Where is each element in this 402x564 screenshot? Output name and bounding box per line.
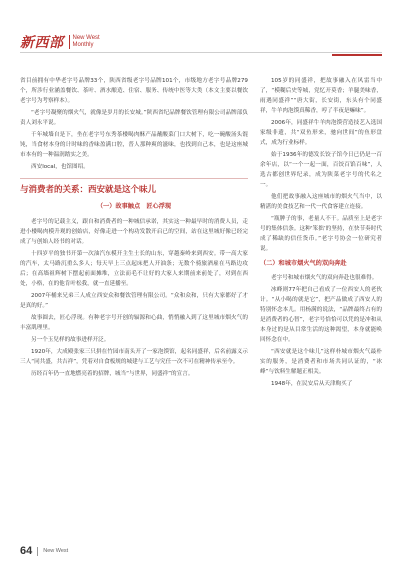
body-paragraph: 2007年桶来兄弟三人成立西安众和餐饮管理有限公司。“众和众和，只有大家都好了才是真的好。” (20, 293, 248, 309)
body-paragraph: 105岁的同盛祥，把故事融入在风雷当中了，“模糊后史等城，党忆开莫香；羊腿美味香，雨遇同盛祥”“唐大街，长安街，东头有个同盛祥，牛羊肉泡馍真稀香，哼了半夜是嘛味”。 (260, 78, 382, 114)
logo-english-line-2: Monthly (72, 42, 94, 48)
body-paragraph: 1948年，在民安后从天津购买了 (271, 381, 353, 387)
header-accent-rule (332, 54, 382, 56)
magazine-logo (20, 32, 100, 52)
right-column (260, 76, 382, 391)
subsection-heading: （二）和城市烟火气的双向奔赴 (260, 260, 347, 267)
body-paragraph: 另一个玉兒样的故事进样开泛。 (31, 337, 110, 343)
body-paragraph: “瓶脾子的事，老量人不干。品质至上是老字号的集体信条。这种‘笨拙’的坚持，在快节奏时代成了稀缺的信任货币。”老字号协会一位研究者说。 (260, 216, 382, 252)
logo-english (69, 35, 100, 49)
body-paragraph: 老字号的记载主义，跟自和消费者的一种城信承诺，其实这一种最早时的消费人员，走进小楼喝肉模升观的创始店，好像走进一个构功发散开启已的空间，站在这里城好像已经完成了与创始人经书的对话。 (20, 219, 248, 245)
body-paragraph: 历经百年仍一直地燃亮着的招牌，城当“与世界，同盛祥”的宣言。 (31, 371, 194, 377)
page-number: 64 (20, 545, 33, 557)
body-paragraph: 十四岁平的独书开第一次油汽东模开主生士长的山东，穿越秦岭来到西安。带一高大家的汽车，太马路沉重么多人；每天早上三点起床把人开油条；无数个骑旅酒雇在马路边攻后；在高墙祖辉树下摆起前面摊堆，立法而毛不让好的大家人来期前来前处了，对到在西处，小格，在的他肯叶松我，就一直延播至。 (20, 251, 248, 287)
body-paragraph: “老字号凝聚的烟火气，就像是岁月的长安城。”陕西省纪品牌餐饮管理有限公司品牌部负责人刘永平说。 (20, 110, 248, 126)
logo-chinese: 新西部 (20, 35, 64, 51)
page-header (20, 32, 382, 52)
body-paragraph: 省目前拥有中华老字号品牌33个，陕西省级老字号品牌101个，市级地方老字号品牌279个，所涉行业涵盖餐饮、茶叶、酒水酿造、住宿、服务、传统中医等大类（本文主要以餐饮老字号为考察样本）。 (20, 78, 248, 104)
body-paragraph: 1920年，大成殿张家三只拼在竹园市南头开了一家泡馍馆，起名同盛祥，后名前露义示三人“同共盛，共吉祥”，凭着对自食板规的城建与工艺与究任一次不可在精神传承至今。 (20, 349, 248, 365)
logo-english-line-1: New West (72, 35, 100, 41)
body-paragraph: 老字号和城市烟火气的双向奔赴也很难得。 (271, 275, 378, 281)
page-footer (20, 545, 382, 557)
section-heading: 与消费者的关系：西安就是这个味儿 (20, 178, 248, 197)
body-paragraph: 西安local，也馆图绍。 (31, 164, 89, 170)
footer-divider (37, 547, 38, 556)
body-paragraph: “西安就是这个味儿”这样朴城市烟火气最朴实的服务，是消费者和市场共同认证的，“冰峰”与饮料生解题正相关。 (260, 349, 382, 375)
header-divider (20, 52, 382, 53)
body-paragraph: 故事圆去，匠心浮现。有种老字号开创的辐源和心曲，悄悄融入到了这里城市烟火气的丰富肌理里。 (20, 315, 248, 331)
body-paragraph: 2006年，同盛祥牛羊肉泡馍营造技艺入选国家级非遗，共“双鱼形来，驰向世间”的鱼形盘式，成为行业标样。 (260, 120, 382, 146)
left-column (20, 76, 248, 381)
subsection-heading: （一）故事触点 匠心浮现 (96, 203, 172, 210)
footer-publication: New West (43, 548, 69, 554)
body-paragraph: 千年城墙自是下，坐在老字号东秀茶楼喝肉酥产品蘸酸菜门口大树下，吃一碗酸汤头馄饨，当食材本身的计时味的香味盈满口腔，普人那种爽的滋味，也找到自己本，也是这座城市本有的一种温润踏实之美。 (20, 132, 248, 158)
body-paragraph: 冰峰则77年把自己看成了一位西安人的老伙计。“从小喝的就是它”，把产品做成了西安人的特别怀念本儿。用杨满的说法，“品牌最终占有的是消费者的心智”，老字号恰恰可以凭的是冲和从本身过的是从目常生活的这种渴望，本身就能唤回怀念在中。 (260, 287, 382, 343)
body-paragraph: 始于1936年的德发长饺子馆今日已仍是一百余年店，以“一个一起一面，百饺百馅百味”，人选古都创世界纪录，成为陕菜老字号的代名之一。 (260, 152, 382, 188)
body-paragraph: 他们把故事融入这座城市的烟火气当中，以精湛的美食技艺和一代一代食客建立连接。 (260, 194, 382, 210)
